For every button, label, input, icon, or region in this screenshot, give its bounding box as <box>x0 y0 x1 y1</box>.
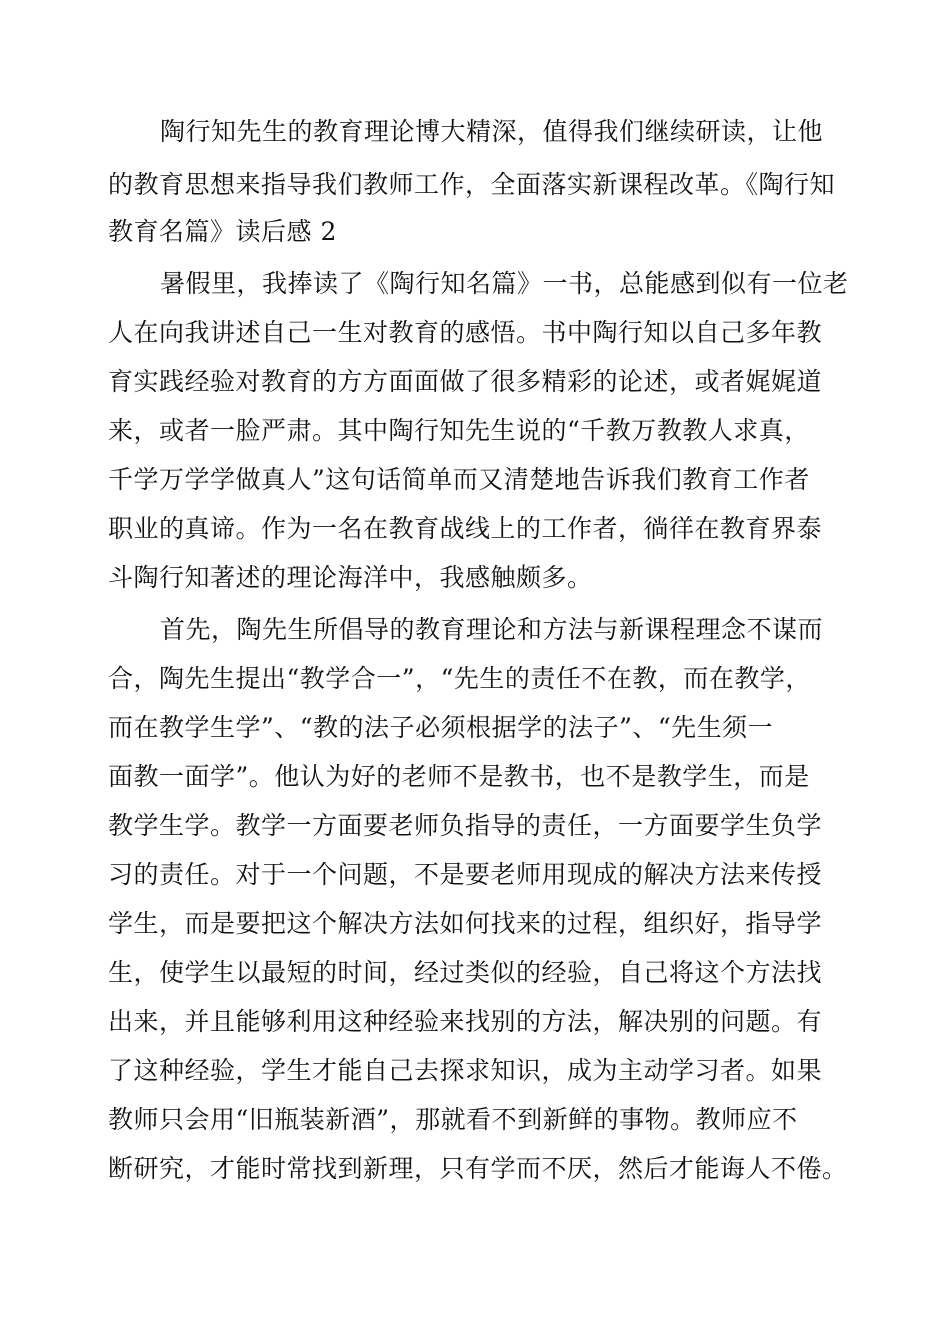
text-line: 教师只会用“旧瓶装新酒”，那就看不到新鲜的事物。教师应不 <box>108 1105 798 1134</box>
text-line: 习的责任。对于一个问题，不是要老师用现成的解决方法来传授 <box>108 860 823 889</box>
text-line: 来，或者一脸严肃。其中陶行知先生说的“千教万教教人求真， <box>108 416 810 445</box>
text-line: 而在教学生学”、“教的法子必须根据学的法子”、“先生须一 <box>108 713 774 742</box>
text-line: 合，陶先生提出“教学合一”，“先生的责任不在教，而在教学， <box>108 664 811 693</box>
text-line: 人在向我讲述自己一生对教育的感悟。书中陶行知以自己多年教 <box>108 318 823 347</box>
text-line: 斗陶行知著述的理论海洋中，我感触颇多。 <box>108 563 593 592</box>
text-line: 的教育思想来指导我们教师工作，全面落实新课程改革。《陶行知 <box>108 170 836 199</box>
text-line: 面教一面学”。他认为好的老师不是教书，也不是教学生，而是 <box>108 762 810 791</box>
text-line: 生，使学生以最短的时间，经过类似的经验，自己将这个方法找 <box>108 958 823 987</box>
text-line: 陶行知先生的教育理论博大精深，值得我们继续研读，让他 <box>160 117 824 146</box>
text-line: 暑假里，我捧读了《陶行知名篇》一书，总能感到似有一位老 <box>160 269 849 298</box>
text-line: 学生，而是要把这个解决方法如何找来的过程，组织好，指导学 <box>108 909 823 938</box>
text-line: 育实践经验对教育的方方面面做了很多精彩的论述，或者娓娓道 <box>108 367 823 396</box>
text-line: 千学万学学做真人”这句话简单而又清楚地告诉我们教育工作者 <box>108 465 810 494</box>
text-line: 教育名篇》读后感 2 <box>108 217 337 246</box>
text-line: 教学生学。教学一方面要老师负指导的责任，一方面要学生负学 <box>108 811 823 840</box>
text-line: 了这种经验，学生才能自己去探求知识，成为主动学习者。如果 <box>108 1056 823 1085</box>
text-line: 职业的真谛。作为一名在教育战线上的工作者，徜徉在教育界泰 <box>108 514 823 543</box>
text-line: 首先，陶先生所倡导的教育理论和方法与新课程理念不谋而 <box>160 615 824 644</box>
text-line: 出来，并且能够利用这种经验来找别的方法，解决别的问题。有 <box>108 1007 823 1036</box>
text-line: 断研究，才能时常找到新理，只有学而不厌，然后才能诲人不倦。 <box>108 1154 848 1183</box>
